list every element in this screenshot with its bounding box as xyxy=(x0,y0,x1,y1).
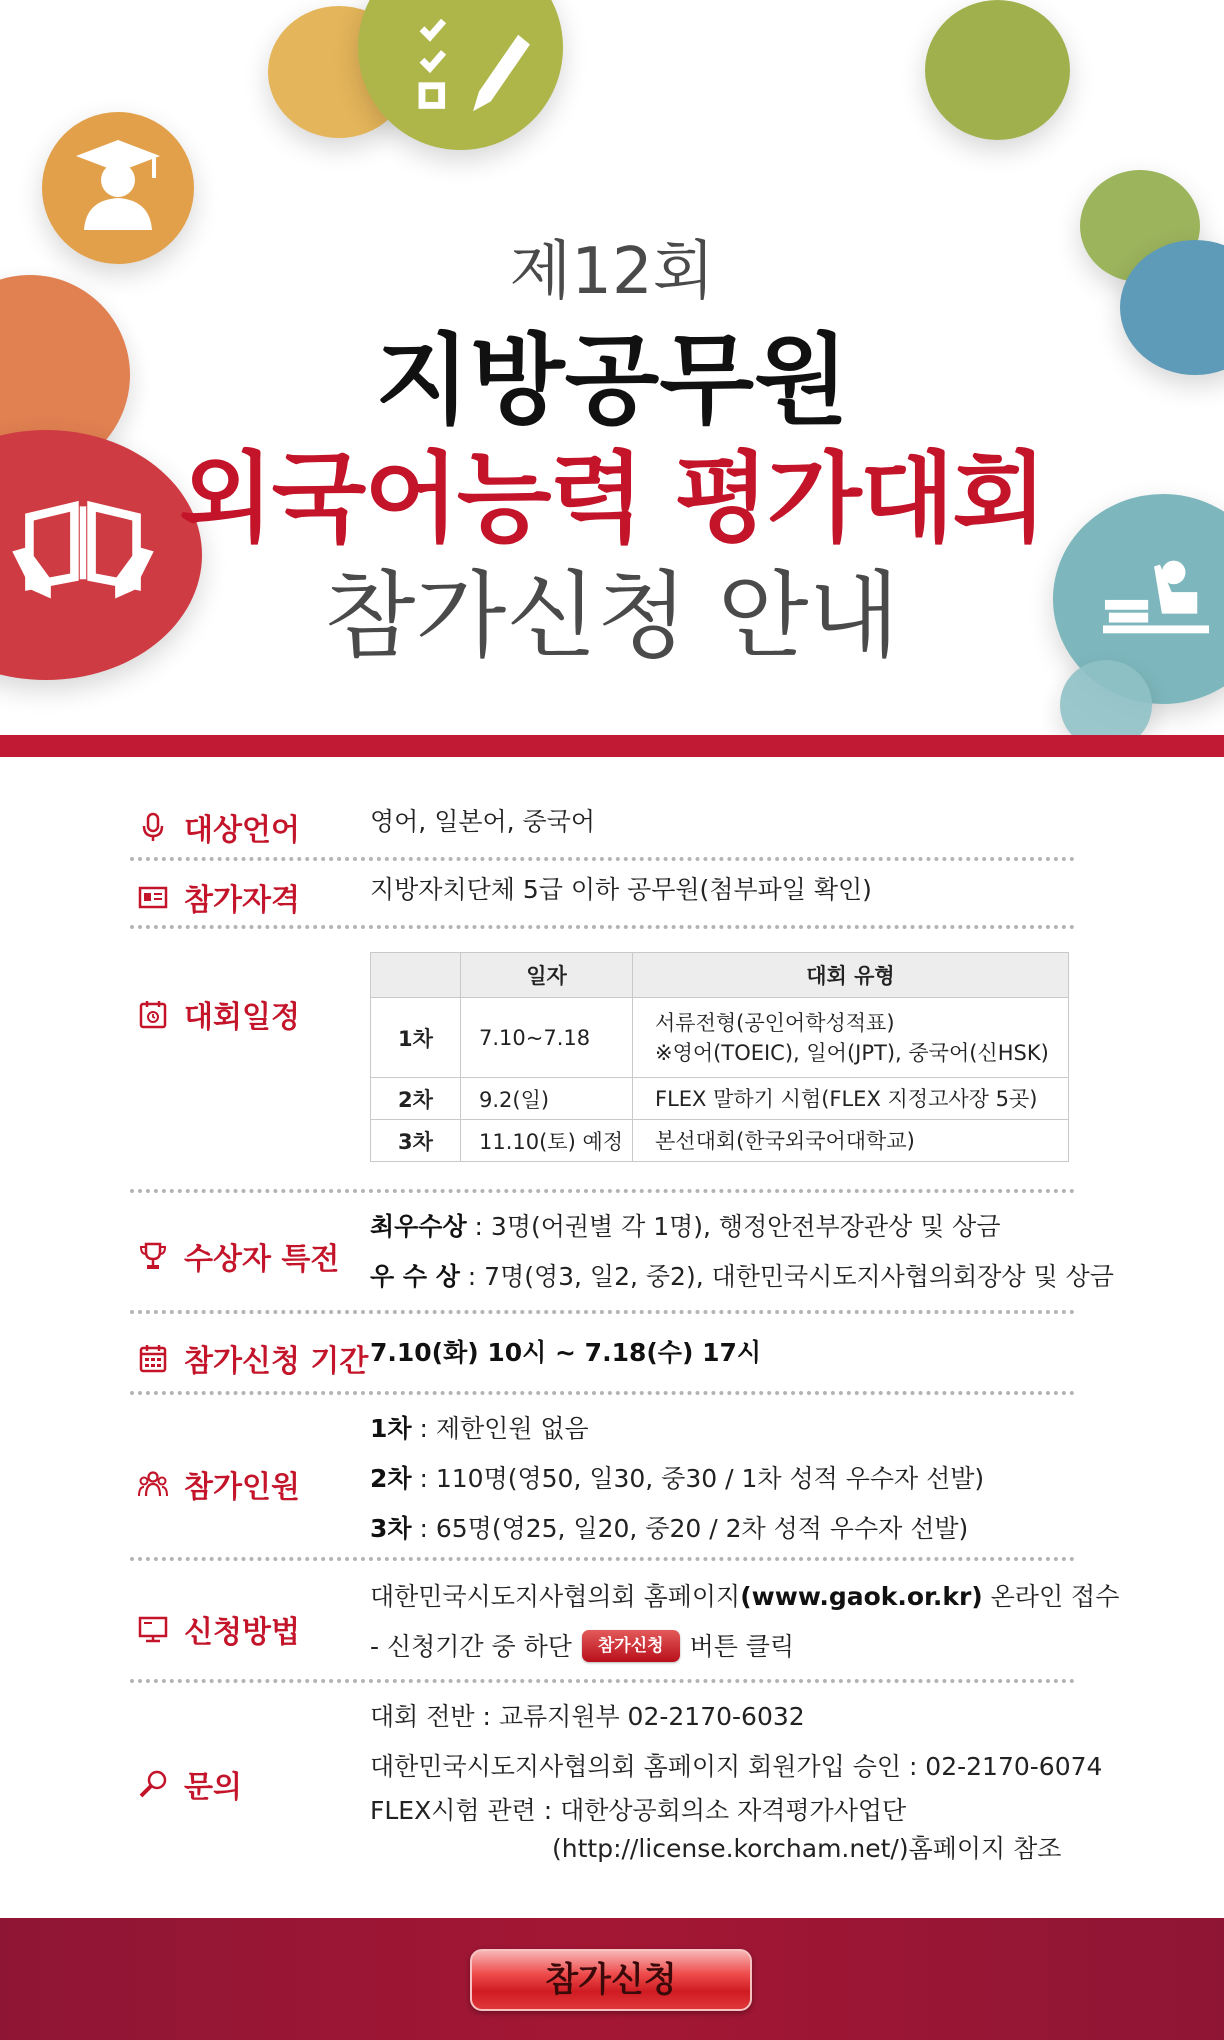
participants-round3-title: 3차 xyxy=(370,1514,412,1543)
hero-edition: 제12회 xyxy=(509,235,715,309)
hero-band xyxy=(0,735,1224,757)
inquiry-line2: 대한민국시도지사협의회 홈페이지 회원가입 승인 : 02-2170-6074 xyxy=(370,1752,1103,1781)
trophy-icon xyxy=(138,1241,168,1271)
row-language xyxy=(130,797,1075,847)
row-period-label: 참가신청 기간 xyxy=(184,1344,369,1379)
deco-circle-olive-right xyxy=(925,0,1070,140)
schedule-header-type: 대회 유형 xyxy=(633,953,1069,998)
table-row xyxy=(371,1120,1069,1162)
magnifier-icon xyxy=(138,1769,168,1799)
calendar-icon xyxy=(138,1343,168,1373)
schedule-date: 11.10(토) 예정 xyxy=(461,1120,633,1162)
row-qualification-value: 지방자치단체 5급 이하 공무원(첨부파일 확인) xyxy=(370,875,872,904)
row-schedule-label: 대회일정 xyxy=(184,1000,300,1035)
schedule-round: 1차 xyxy=(371,998,461,1078)
hero-banner xyxy=(0,0,1224,735)
participants-round3-text: : 65명(영25, 일20, 중20 / 2차 성적 우수자 선발) xyxy=(411,1514,969,1543)
schedule-header-row xyxy=(371,953,1069,998)
schedule-type-line2: ※영어(TOEIC), 일어(JPT), 중국어(신HSK) xyxy=(655,1040,1049,1065)
inline-apply-badge: 참가신청 xyxy=(582,1630,680,1662)
graduate-icon xyxy=(68,134,168,234)
method-line2-suffix: 버튼 클릭 xyxy=(689,1632,795,1661)
row-period xyxy=(130,1328,1075,1378)
row-participants-label: 참가인원 xyxy=(184,1470,300,1505)
calendar-clock-icon xyxy=(138,999,168,1029)
award-top-title: 최우수상 xyxy=(370,1212,467,1241)
row-qualification xyxy=(130,865,1075,918)
row-inquiry xyxy=(130,1692,1103,1892)
schedule-header-round xyxy=(371,953,461,998)
inquiry-line4: (http://license.korcham.net/)홈페이지 참조 xyxy=(552,1834,1062,1863)
apply-button[interactable]: 참가신청 xyxy=(470,1949,752,2011)
award-excellence-title: 우 수 상 xyxy=(370,1262,460,1291)
schedule-header-date: 일자 xyxy=(461,953,633,998)
divider xyxy=(130,1310,1075,1314)
id-card-icon xyxy=(138,882,168,912)
schedule-type: FLEX 말하기 시험(FLEX 지정고사장 5곳) xyxy=(633,1078,1069,1120)
schedule-date: 9.2(일) xyxy=(461,1078,633,1120)
schedule-table xyxy=(370,952,1069,1162)
method-line1-prefix: 대한민국시도지사협의회 홈페이지 xyxy=(370,1582,741,1611)
row-participants xyxy=(130,1404,1075,1554)
participants-round1-title: 1차 xyxy=(370,1414,412,1443)
schedule-round: 2차 xyxy=(371,1078,461,1120)
row-awards xyxy=(130,1202,1114,1302)
hero-title-line1: 지방공무원 xyxy=(375,324,849,438)
divider xyxy=(130,925,1075,929)
row-language-label: 대상언어 xyxy=(184,813,300,848)
schedule-type-line1: 서류전형(공인어학성적표) xyxy=(655,1010,895,1035)
table-row xyxy=(371,1078,1069,1120)
row-schedule xyxy=(130,952,1075,1162)
row-inquiry-label: 문의 xyxy=(184,1770,242,1805)
award-excellence-text: : 7명(영3, 일2, 중2), 대한민국시도지사협의회장상 및 상금 xyxy=(459,1262,1114,1291)
row-method-label: 신청방법 xyxy=(184,1615,300,1650)
hero-title-line3: 참가신청 안내 xyxy=(324,562,900,671)
participants-round2-text: : 110명(영50, 일30, 중30 / 1차 성적 우수자 선발) xyxy=(411,1464,985,1493)
method-line2-prefix: - 신청기간 중 하단 xyxy=(370,1632,580,1661)
table-row xyxy=(371,998,1069,1078)
divider xyxy=(130,1391,1075,1395)
participants-round2-title: 2차 xyxy=(370,1464,412,1493)
checklist-pencil-icon xyxy=(416,19,534,127)
participants-round1-text: : 제한인원 없음 xyxy=(411,1414,589,1443)
footer-bar xyxy=(0,1918,1224,2040)
row-qualification-label: 참가자격 xyxy=(184,883,300,918)
row-awards-label: 수상자 특전 xyxy=(184,1242,340,1277)
people-group-icon xyxy=(138,1469,168,1499)
method-line1-suffix: 온라인 접수 xyxy=(982,1582,1120,1611)
divider xyxy=(130,1557,1075,1561)
monitor-icon xyxy=(138,1614,168,1644)
divider xyxy=(130,857,1075,861)
schedule-round: 3차 xyxy=(371,1120,461,1162)
method-website-link[interactable]: (www.gaok.or.kr) xyxy=(740,1582,983,1611)
award-top-text: : 3명(어권별 각 1명), 행정안전부장관상 및 상금 xyxy=(466,1212,1001,1241)
divider xyxy=(130,1679,1075,1683)
microphone-icon xyxy=(138,812,168,842)
inquiry-line1: 대회 전반 : 교류지원부 02-2170-6032 xyxy=(370,1702,805,1731)
deco-circle-olive-top xyxy=(358,0,563,150)
inquiry-line3: FLEX시험 관련 : 대한상공회의소 자격평가사업단 xyxy=(370,1796,907,1825)
row-period-value: 7.10(화) 10시 ~ 7.18(수) 17시 xyxy=(370,1338,762,1367)
schedule-date: 7.10~7.18 xyxy=(461,998,633,1078)
hero-title-line2: 외국어능력 평가대회 xyxy=(178,442,1046,556)
schedule-type: 본선대회(한국외국어대학교) xyxy=(633,1120,1069,1162)
schedule-type xyxy=(633,998,1069,1078)
row-method xyxy=(130,1572,1120,1672)
divider xyxy=(130,1189,1075,1193)
row-language-value: 영어, 일본어, 중국어 xyxy=(370,807,595,836)
